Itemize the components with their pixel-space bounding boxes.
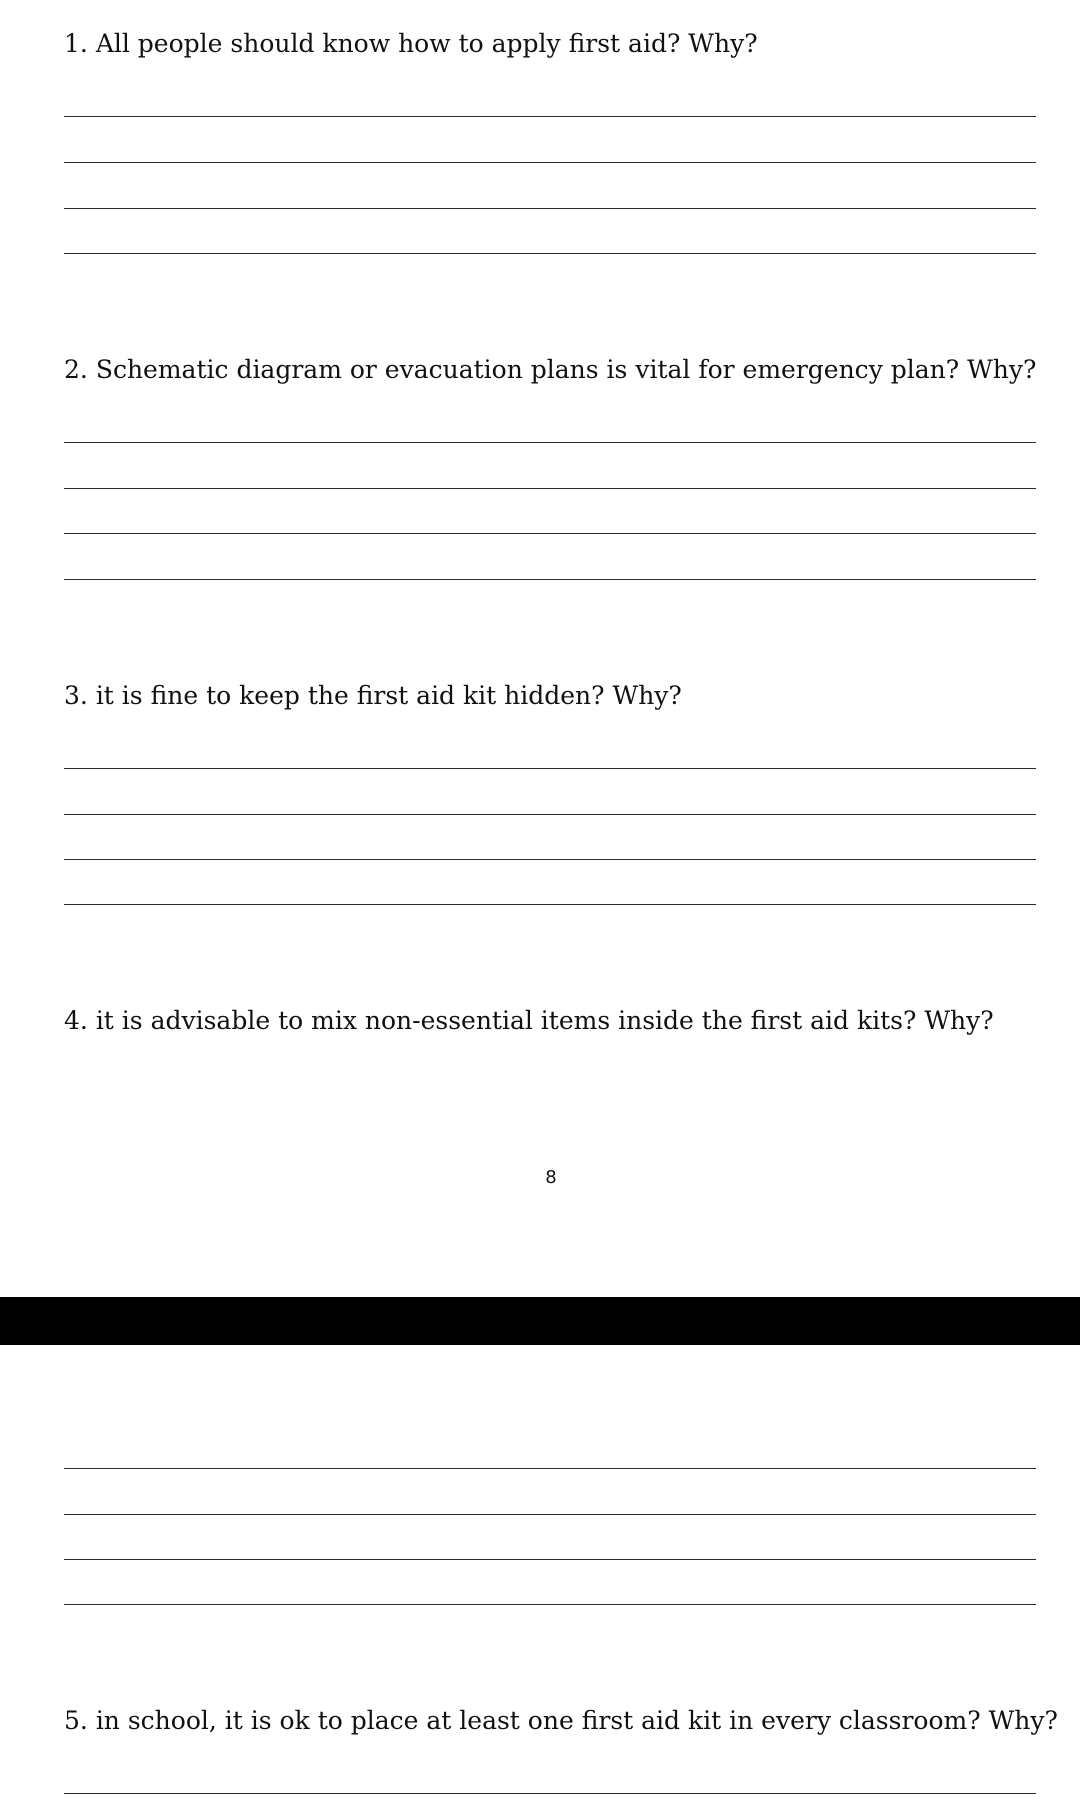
question-text: Schematic diagram or evacuation plans is vital for emergency plan? Why?: [95, 355, 1037, 384]
question-text: All people should know how to apply first aid? Why?: [95, 29, 758, 58]
question-text: it is advisable to mix non-essential items inside the first aid kits? Why?: [95, 1006, 994, 1035]
question-5: [64, 1708, 1058, 1733]
answer-line[interactable]: [64, 1559, 1036, 1560]
answer-line[interactable]: [64, 488, 1036, 489]
question-number: 4.: [64, 1006, 88, 1035]
answer-line[interactable]: [64, 1514, 1036, 1515]
answer-line[interactable]: [64, 768, 1036, 769]
answer-line[interactable]: [64, 116, 1036, 117]
answer-line[interactable]: [64, 162, 1036, 163]
answer-line[interactable]: [64, 533, 1036, 534]
question-1: [64, 31, 758, 56]
answer-line[interactable]: [64, 814, 1036, 815]
answer-line[interactable]: [64, 579, 1036, 580]
answer-line[interactable]: [64, 904, 1036, 905]
page-break-divider: [0, 1297, 1080, 1345]
answer-line[interactable]: [64, 442, 1036, 443]
answer-line[interactable]: [64, 1468, 1036, 1469]
question-text: in school, it is ok to place at least one first aid kit in every classroom? Why?: [95, 1706, 1058, 1735]
question-number: 2.: [64, 355, 88, 384]
question-number: 5.: [64, 1706, 88, 1735]
question-number: 1.: [64, 29, 88, 58]
answer-line[interactable]: [64, 208, 1036, 209]
answer-line[interactable]: [64, 1604, 1036, 1605]
page-number: 8: [545, 1167, 557, 1188]
answer-line[interactable]: [64, 859, 1036, 860]
answer-line[interactable]: [64, 253, 1036, 254]
question-2: [64, 357, 1036, 382]
answer-line[interactable]: [64, 1793, 1036, 1794]
question-4: [64, 1008, 994, 1033]
question-3: [64, 683, 682, 708]
question-number: 3.: [64, 681, 88, 710]
question-text: it is fine to keep the first aid kit hidden? Why?: [95, 681, 682, 710]
